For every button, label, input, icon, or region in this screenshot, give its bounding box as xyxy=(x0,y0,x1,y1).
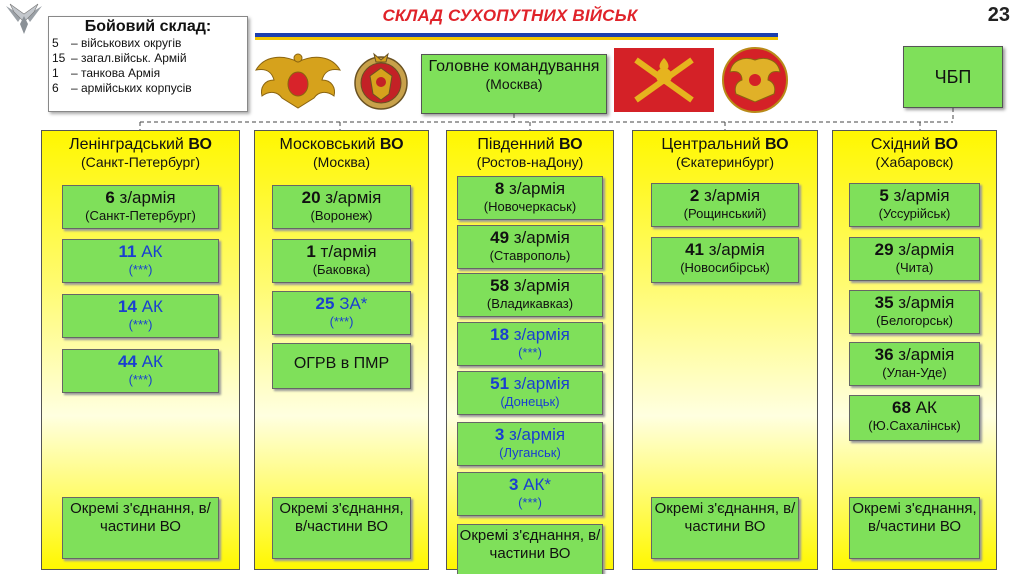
district-city: (Ростов-наДону) xyxy=(476,154,584,170)
unit-box: 41 з/армія (Новосибірськ) xyxy=(651,237,798,283)
composition-line: 5 – військових округів xyxy=(52,36,182,50)
district-moscow xyxy=(254,130,429,570)
unit-box: 36 з/армія (Улан-Уде) xyxy=(849,342,979,386)
district-name: Східний ВО xyxy=(870,136,959,153)
district-leningrad xyxy=(41,130,240,570)
unit-box: 25 ЗА* (***) xyxy=(272,291,410,335)
district-southern xyxy=(446,130,614,570)
unit-box: 3 АК* (***) xyxy=(457,472,603,516)
unit-box: 5 з/армія (Уссурійськ) xyxy=(849,183,979,227)
district-name: Ленінградський ВО xyxy=(69,136,212,153)
main-command-title: Головне командування xyxy=(428,58,600,75)
composition-line: 15 – загал.військ. Армій xyxy=(52,51,187,65)
unit-box: 1 т/армія (Баковка) xyxy=(272,239,410,283)
unit-box: 49 з/армія (Ставрополь) xyxy=(457,225,603,269)
unit-box: 2 з/армія (Рощинський) xyxy=(651,183,798,227)
unit-box: 44 АК (***) xyxy=(62,349,220,393)
unit-box: 6 з/армія (Санкт-Петербург) xyxy=(62,185,220,229)
composition-line: 1 – танкова Армія xyxy=(52,66,161,80)
unit-box: 58 з/армія (Владикавказ) xyxy=(457,273,603,317)
separate-units-box: Окремі з'єднання, в/частини ВО xyxy=(849,497,979,559)
composition-line: 6 – армійських корпусів xyxy=(52,81,192,95)
org-connector-lines xyxy=(0,0,1024,140)
separate-units-box: Окремі з'єднання, в/частини ВО xyxy=(272,497,410,559)
district-city: (Москва) xyxy=(312,154,371,170)
unit-box: 35 з/армія (Белогорськ) xyxy=(849,290,979,334)
district-central xyxy=(632,130,818,570)
separate-units-box: Окремі з'єднання, в/частини ВО xyxy=(62,497,220,559)
unit-box: 14 АК (***) xyxy=(62,294,220,338)
district-name: Московський ВО xyxy=(279,136,404,153)
page-title: СКЛАД СУХОПУТНИХ ВІЙСЬК xyxy=(382,6,638,25)
district-city: (Єкатеринбург) xyxy=(675,154,775,170)
unit-box: 29 з/армія (Чита) xyxy=(849,237,979,281)
district-city: (Санкт-Петербург) xyxy=(80,154,201,170)
main-command-city: (Москва) xyxy=(485,76,543,92)
unit-box: 51 з/армія (Донецьк) xyxy=(457,371,603,415)
separate-units-box: Окремі з'єднання, в/частини ВО xyxy=(457,524,603,574)
district-city: (Хабаровск) xyxy=(875,154,954,170)
black-sea-fleet-box: ЧБП xyxy=(903,46,1003,108)
unit-box: ОГРВ в ПМР xyxy=(272,343,410,389)
composition-heading: Бойовий склад: xyxy=(84,18,212,35)
page-number: 23 xyxy=(987,4,1010,26)
unit-box: 20 з/армія (Воронеж) xyxy=(272,185,410,229)
district-name: Південний ВО xyxy=(477,136,583,153)
district-name: Центральний ВО xyxy=(661,136,789,153)
unit-box: 11 АК (***) xyxy=(62,239,220,283)
separate-units-box: Окремі з'єднання, в/частини ВО xyxy=(651,497,798,559)
unit-box: 3 з/армія (Луганськ) xyxy=(457,422,603,466)
district-eastern xyxy=(832,130,997,570)
unit-box: 18 з/армія (***) xyxy=(457,322,603,366)
unit-box: 8 з/армія (Новочеркаськ) xyxy=(457,176,603,220)
unit-box: 68 АК (Ю.Сахалінськ) xyxy=(849,395,979,441)
